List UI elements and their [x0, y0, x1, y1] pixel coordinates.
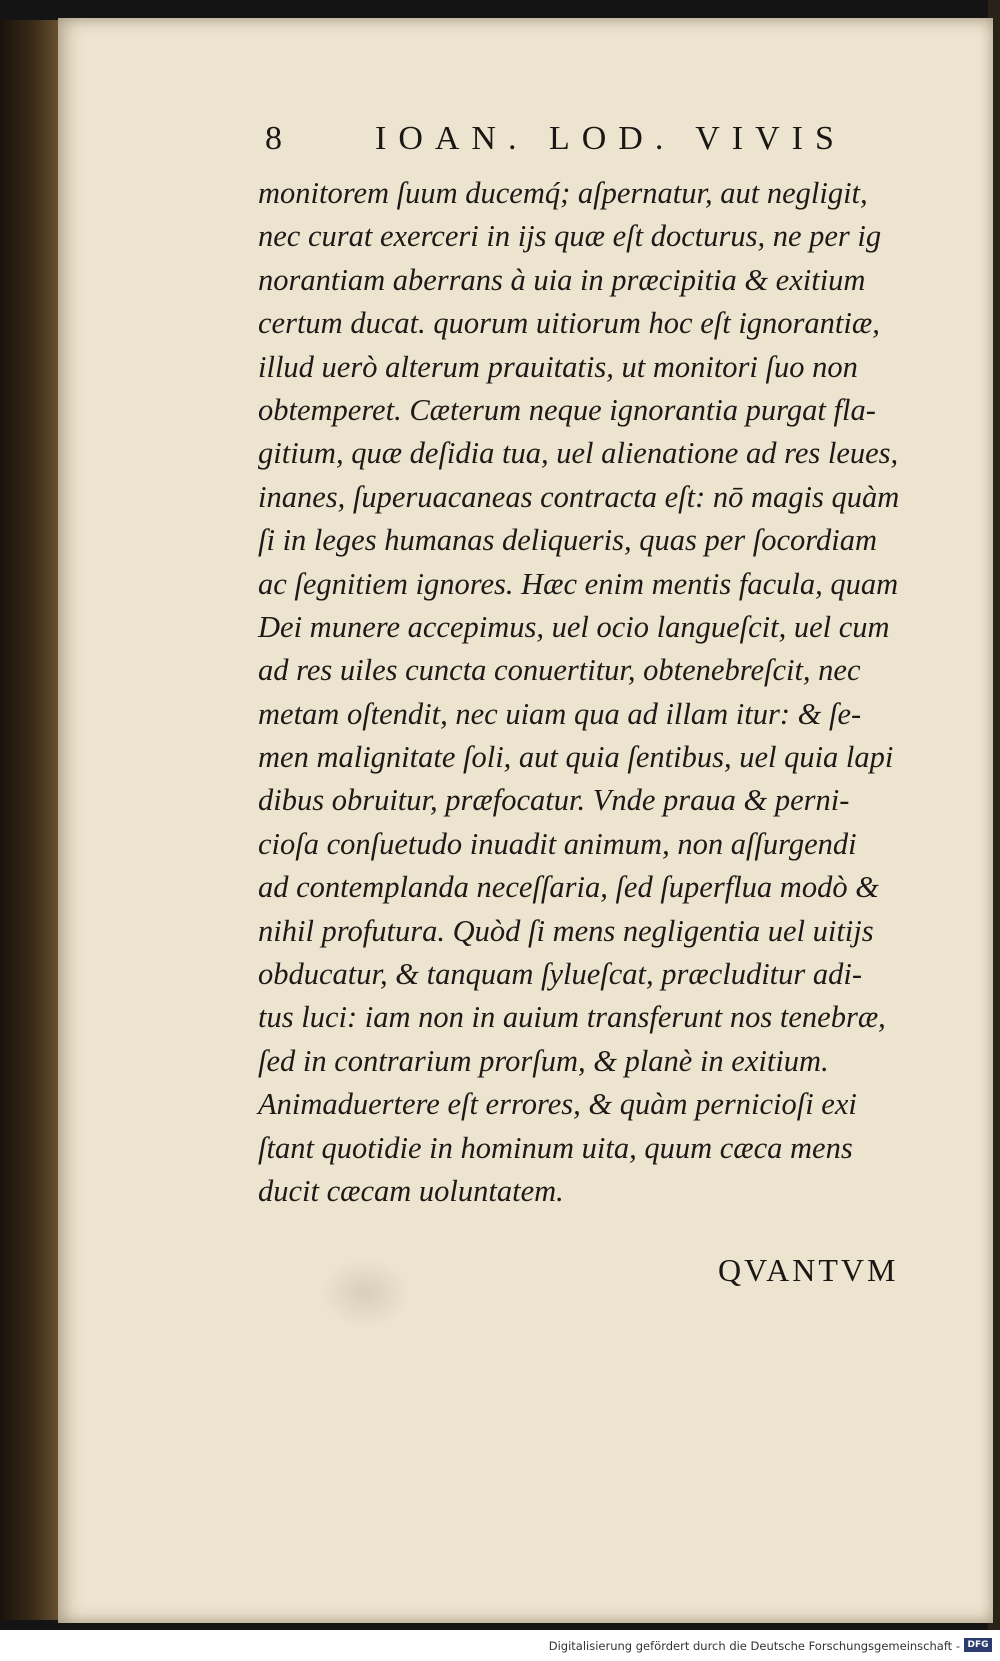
text-line: monitorem ſuum ducemq́; aſpernatur, aut negligit, — [258, 176, 868, 210]
text-line: ſi in leges humanas deliqueris, quas per ſocordiam — [258, 523, 877, 558]
text-line: inanes, ſuperuacaneas contracta eſt: nō magis quàm — [258, 479, 900, 514]
funding-credit: Digitalisierung gefördert durch die Deutsche Forschungsgemeinschaft - — [548, 1639, 960, 1653]
text-line: nihil profutura. Quòd ſi mens negligentia uel uitijs — [258, 913, 874, 948]
text-line: norantiam aberrans à uia in præcipitia & exitium — [258, 262, 866, 297]
text-line: metam oſtendit, nec uiam qua ad illam itur: & ſe- — [258, 696, 862, 731]
text-line: ad contemplanda neceſſaria, ſed ſuperflua modò & — [258, 870, 879, 905]
text-line: ſed in contrarium prorſum, & planè in exitium. — [258, 1043, 829, 1078]
folio-number: 8 — [265, 120, 292, 157]
text-line: certum ducat. quorum uitiorum hoc eſt ignorantiæ, — [258, 306, 880, 341]
text-line: Animaduertere eſt errores, & quàm pernicioſi exi — [258, 1087, 857, 1122]
text-line: ducit cæcam uoluntatem. — [258, 1173, 564, 1208]
text-line: gitium, quæ deſidia tua, uel alienatione ad res leues, — [258, 436, 899, 471]
text-line: men malignitate ſoli, aut quia ſentibus, uel quia lapi — [258, 740, 894, 775]
running-title: IOAN. LOD. VIVIS — [375, 120, 846, 157]
footer-bar — [0, 1630, 1000, 1661]
text-line: ac ſegnitiem ignores. Hæc enim mentis facula, quam — [258, 566, 899, 601]
text-line: tus luci: iam non in auium transferunt nos tenebræ, — [258, 1000, 886, 1035]
ink-bleed-through — [320, 1258, 410, 1328]
body-text — [258, 172, 963, 1213]
text-line: ſtant quotidie in hominum uita, quum cæca mens — [258, 1130, 853, 1165]
book-binding — [0, 20, 60, 1620]
catchword: QVANTVM — [718, 1252, 899, 1288]
dfg-logo-icon[interactable]: DFG — [964, 1638, 992, 1652]
text-line: ad res uiles cuncta conuertitur, obtenebreſcit, nec — [258, 653, 861, 688]
text-line: obtemperet. Cæterum neque ignorantia purgat fla- — [258, 392, 876, 427]
page-header — [265, 120, 865, 166]
text-line: illud uerò alterum prauitatis, ut monitori ſuo non — [258, 349, 858, 384]
text-line: nec curat exerceri in ijs quæ eſt docturus, ne per ig — [258, 219, 882, 254]
text-line: dibus obruitur, præfocatur. Vnde praua & perni- — [258, 783, 850, 818]
text-line: cioſa conſuetudo inuadit animum, non aſſurgendi — [258, 826, 857, 861]
text-line: obducatur, & tanquam ſylueſcat, præcluditur adi- — [258, 957, 863, 992]
text-line: Dei munere accepimus, uel ocio langueſcit, uel cum — [258, 609, 890, 644]
